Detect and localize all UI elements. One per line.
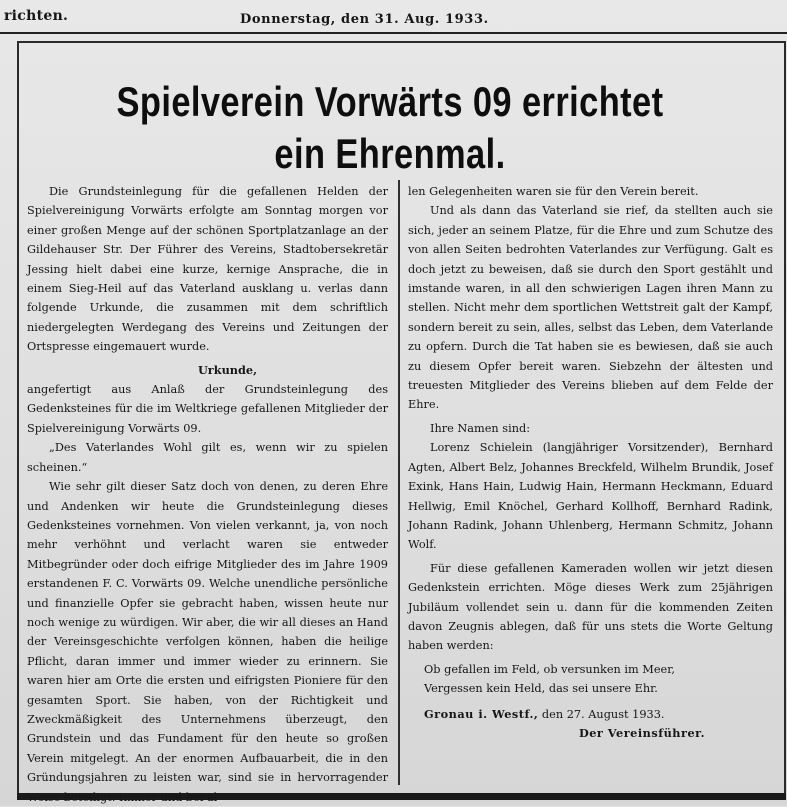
urkunde-heading: Urkunde, — [197, 362, 258, 377]
closing-paragraph: Für diese gefallenen Kameraden wollen wir jetzt diesen Gedenkstein errichten. Möge dieses Werk zum 25jährigen Jubiläum vollendet sein u. dann für die kommenden Zeiten davon Zeugnis ablegen, daß für uns stets die Worte Geltung haben werden: — [408, 561, 773, 653]
signoff-date: den 27. August 1933. — [541, 707, 665, 721]
intro-paragraph: Die Grundsteinlegung für die gefallenen Helden der Spielvereinigung Vorwärts erfolgte am Sonntag morgen vor einer großen Menge auf der schönen Sportplatzanlage an der Gildehauser Str. Der Führer des Vereins, Stadtobersekretär Jessing hielt dabei eine kurze, kernige Ansprache, die in einem Sieg-Heil auf das Vaterland ausklang u. verlas dann folgende Urkunde, die zusammen mit dem schriftlich niedergelegten Werdegang des Vereins und Zeitungen der Ortspresse eingemauert wurde. — [27, 185, 388, 354]
poem-line-2: Vergessen kein Held, das sei unsere Ehr. — [424, 682, 658, 696]
signoff — [408, 705, 773, 724]
page-header — [0, 0, 787, 34]
urkunde-preamble: angefertigt aus Anlaß der Grundsteinlegung des Gedenksteines für die im Weltkriege gefallenen Mitglieder der Spielvereinigung Vorwärts 09. — [27, 383, 388, 435]
article-headline: Spielverein Vorwärts 09 errichtet ein Ehrenmal. — [116, 78, 664, 178]
continuation-line: len Gelegenheiten waren sie für den Verein bereit. — [408, 185, 699, 198]
poem-line-1: Ob gefallen im Feld, ob versunken im Meer, — [424, 662, 675, 676]
left-column — [27, 182, 388, 807]
body-paragraph: Wie sehr gilt dieser Satz doch von denen, zu deren Ehre und Andenken wir heute die Grundsteinlegung dieses Gedenksteines vornehmen. Von vielen verkannt, ja, von noch mehr verhöhnt und verlacht waren sie entweder Mitbegründer oder doch eifrige Mitglieder des im Jahre 1909 erstandenen F. C. Vorwärts 09. Welche unendliche persönliche und finanzielle Opfer sie gebracht haben, wissen heute nur noch wenige zu würdigen. Wir aber, die wir all dieses an Hand der Vereinsgeschichte verfolgen können, haben die heilige Pflicht, daran immer und immer wieder zu erinnern. Sie waren hier am Orte die ersten und eifrigsten Pioniere für den gesamten Sport. Sie haben, von der Richtigkeit und Zweckmäßigkeit des Unternehmens überzeugt, den Grundstein und das Fundament für den heute so großen Verein mitgelegt. An der enormen Aufbauarbeit, die in den Gründungsjahren zu leisten war, sind sie in hervorragender Weise beteiligt. Immer und bei al- — [27, 480, 388, 804]
right-column — [408, 182, 773, 743]
names-intro: Ihre Namen sind: — [430, 421, 531, 435]
signoff-place: Gronau i. Westf., — [424, 706, 539, 721]
section-label: richten. — [4, 8, 69, 24]
body-paragraph-2: Und als dann das Vaterland sie rief, da stellten auch sie sich, jeder an seinem Platze, für die Ehre und zum Schutze des von allen Seiten bedrohten Vaterlandes zur Verfügung. Galt es doch jetzt zu beweisen, daß sie durch den Sport gestählt und imstande waren, in all den schwierigen Lagen ihren Mann zu stellen. Nicht mehr dem sportlichen Wettstreit galt der Kampf, sondern bereit zu sein, alles, selbst das Leben, dem Vaterlande zu opfern. Durch die Tat haben sie es bewiesen, daß sie auch zu diesem Opfer bereit waren. Siebzehn der ältesten und treuesten Mitglieder des Vereins blieben auf dem Felde der Ehre. — [408, 204, 773, 412]
column-divider — [398, 180, 400, 785]
issue-date: Donnerstag, den 31. Aug. 1933. — [240, 12, 489, 27]
motto-quote: „Des Vaterlandes Wohl gilt es, wenn wir zu spielen scheinen.“ — [27, 441, 388, 474]
signature: Der Vereinsführer. — [578, 725, 705, 740]
names-list: Lorenz Schielein (langjähriger Vorsitzender), Bernhard Agten, Albert Belz, Johannes Breckfeld, Wilhelm Brundik, Josef Exink, Hans Hain, Ludwig Hain, Hermann Heckmann, Eduard Hellwig, Emil Knöchel, Gerhard Kollhoff, Bernhard Radink, Johann Radink, Johann Uhlenberg, Hermann Schmitz, Johann Wolf. — [408, 441, 773, 552]
